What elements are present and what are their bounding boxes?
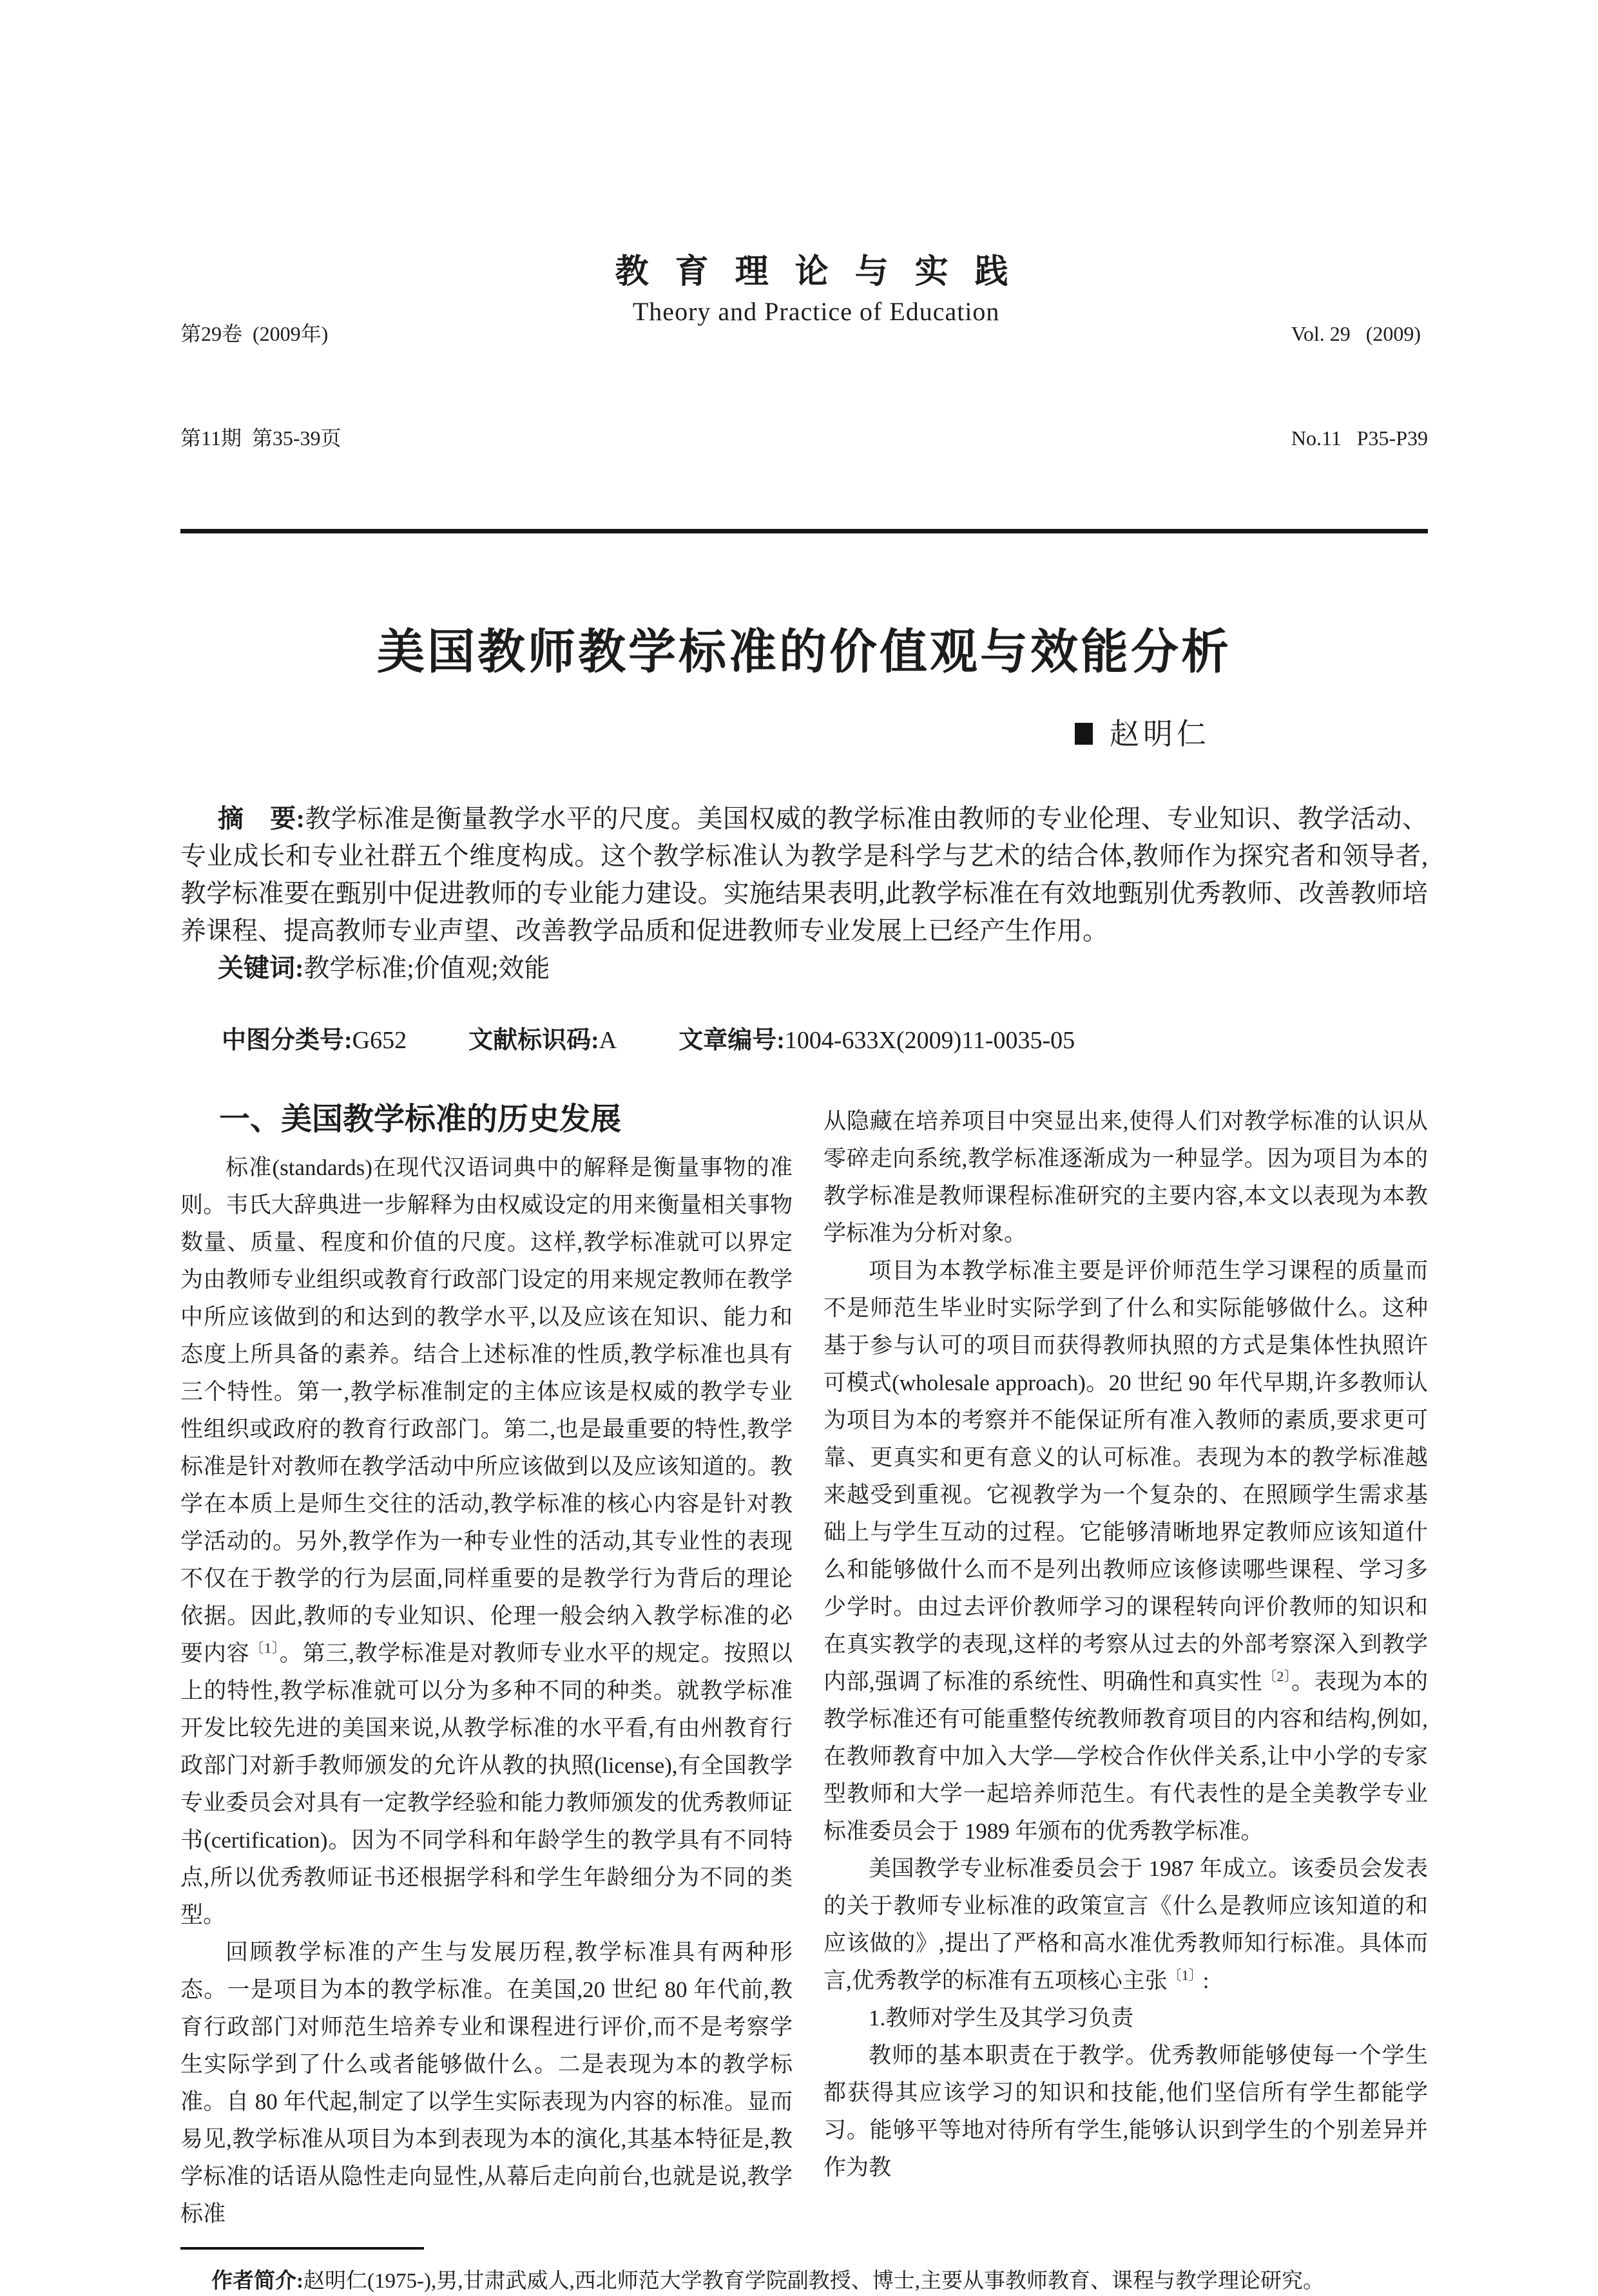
right-column <box>823 1099 1428 2233</box>
header-volume-issue <box>180 247 341 525</box>
keywords-label: 关键词: <box>218 953 304 982</box>
header-vol-line: Vol. 29 (2009) <box>1291 322 1421 345</box>
doc-code-label: 文献标识码: <box>468 1027 599 1054</box>
author-bio-text: 赵明仁(1975-),男,甘肃武威人,西北师范大学教育学院副教授、博士,主要从事教师教育、课程与教学理论研究。 <box>303 2270 1324 2293</box>
author-line <box>180 716 1428 752</box>
doc-code-group <box>468 1027 617 1054</box>
abstract <box>180 800 1428 950</box>
author-bullet-icon <box>1075 723 1093 745</box>
article-no-group <box>679 1027 1075 1054</box>
header-vol-no <box>1291 247 1428 525</box>
author-name: 赵明仁 <box>1110 718 1210 751</box>
article-no-label: 文章编号: <box>679 1027 785 1054</box>
sub-heading: 1.教师对学生及其学习负责 <box>869 2005 1134 2031</box>
header-no-line: No.11 P35-P39 <box>1291 426 1428 450</box>
doc-code-value: A <box>599 1027 617 1054</box>
section-heading: 一、美国教学标准的历史发展 <box>219 1102 622 1136</box>
paragraph: 回顾教学标准的产生与发展历程,教学标准具有两种形态。一是项目为本的教学标准。在美国,20 世纪 80 年代前,教育行政部门对师范生培养专业和课程进行评价,而不是考察学生实际学到了什么或者能够做什么。二是表现为本的教学标准。自 80 年代起,制定了以学生实际表现为内容的标准。显而易见,教学标准从项目为本到表现为本的演化,其基本特征是,教学标准的话语从隐性走向显性,从幕后走向前台,也就是说,教学标准 <box>180 1940 793 2226</box>
author-bio-label: 作者简介: <box>211 2270 303 2293</box>
clc-label: 中图分类号: <box>222 1027 352 1054</box>
article-title: 美国教师教学标准的价值观与效能分析 <box>377 626 1231 679</box>
abstract-label: 摘 要: <box>218 804 305 833</box>
paragraph: 标准(standards)在现代汉语词典中的解释是衡量事物的准则。韦氏大辞典进一步解释为由权威设定的用来衡量相关事物数量、质量、程度和价值的尺度。这样,教学标准就可以界定为由教师专业组织或教育行政部门设定的用来规定教师在教学中所应该做到的和达到的教学水平,以及应该在知识、能力和态度上所具备的素养。结合上述标准的性质,教学标准也具有三个特性。第一,教学标准制定的主体应该是权威的教学专业性组织或政府的教育行政部门。第二,也是最重要的特性,教学标准是针对教师在教学活动中所应该做到以及应该知道的。教学在本质上是师生交往的活动,教学标准的核心内容是针对教学活动的。另外,教学作为一种专业性的活动,其专业性的表现不仅在于教学的行为层面,同样重要的是教学行为背后的理论依据。因此,教师的专业知识、伦理一般会纳入教学标准的必要内容$^{〔1〕}$。第三,教学标准是对教师专业水平的规定。按照以上的特性,教学标准就可以分为多种不同的种类。就教学标准开发比较先进的美国来说,从教学标准的水平看,有由州教育行政部门对新手教师颁发的允许从教的执照(license),有全国教学专业委员会对具有一定教学经验和能力教师颁发的优秀教师证书(certification)。因为不同学科和年龄学生的教学具有不同特点,所以优秀教师证书还根据学科和学生年龄细分为不同的类型。 <box>180 1155 793 1928</box>
journal-title-block <box>341 244 1291 327</box>
paragraph: 教师的基本职责在于教学。优秀教师能够使每一个学生都获得其应该学习的知识和技能,他们坚信所有学生都能学习。能够平等地对待所有学生,能够认识到学生的个别差异并作为教 <box>823 2043 1428 2180</box>
journal-title-cn: 教 育 理 论 与 实 践 <box>615 254 1017 291</box>
paragraph: 美国教学专业标准委员会于 1987 年成立。该委员会发表的关于教师专业标准的政策宣言《什么是教师应该知道的和应该做的》,提出了严格和高水准优秀教师知行标准。具体而言,优秀教学的标准有五项核心主张$^{〔1〕}$: <box>823 1856 1428 1993</box>
clc-group <box>222 1027 407 1054</box>
article-no-value: 1004-633X(2009)11-0035-05 <box>784 1027 1075 1054</box>
author-bio <box>180 2266 1428 2296</box>
clc-value: G652 <box>352 1027 407 1054</box>
journal-page <box>180 0 1428 2296</box>
left-column <box>180 1099 793 2233</box>
paragraph: 从隐藏在培养项目中突显出来,使得人们对教学标准的认识从零碎走向系统,教学标准逐渐成为一种显学。因为项目为本的教学标准是教师课程标准研究的主要内容,本文以表现为本教学标准为分析对象。 <box>823 1109 1428 1246</box>
article-body <box>180 1099 1428 2233</box>
paragraph: 项目为本教学标准主要是评价师范生学习课程的质量而不是师范生毕业时实际学到了什么和实际能够做什么。这种基于参与认可的项目而获得教师执照的方式是集体性执照许可模式(wholesale approach)。20 世纪 90 年代早期,许多教师认为项目为本的考察并不能保证所有准入教师的素质,要求更可靠、更真实和更有意义的认可标准。表现为本的教学标准越来越受到重视。它视教学为一个复杂的、在照顾学生需求基础上与学生互动的过程。它能够清晰地界定教师应该知道什么和能够做什么而不是列出教师应该修读哪些课程、学习多少学时。由过去评价教师学习的课程转向评价教师的知识和在真实教学的表现,这样的考察从过去的外部考察深入到教学内部,强调了标准的系统性、明确性和真实性$^{〔2〕}$。表现为本的教学标准还有可能重整传统教师教育项目的内容和结构,例如,在教师教育中加入大学—学校合作伙伴关系,让中小学的专家型教师和大学一起培养师范生。有代表性的是全美教学专业标准委员会于 1989 年颁布的优秀教学标准。 <box>823 1258 1428 1844</box>
header-rule <box>180 529 1428 533</box>
meta-line <box>180 1024 1428 1057</box>
keywords-line <box>180 950 1428 987</box>
journal-title-en: Theory and Practice of Education <box>632 297 1000 326</box>
keywords-text: 教学标准;价值观;效能 <box>303 953 550 982</box>
header-pages-line: 第11期 第35-39页 <box>180 426 342 450</box>
journal-header <box>180 0 1428 525</box>
header-volume-line: 第29卷 (2009年) <box>180 322 329 345</box>
footnote-rule <box>180 2247 424 2250</box>
abstract-text: 教学标准是衡量教学水平的尺度。美国权威的教学标准由教师的专业伦理、专业知识、教学活动、专业成长和专业社群五个维度构成。这个教学标准认为教学是科学与艺术的结合体,教师作为探究者和领导者,教学标准要在甄别中促进教师的专业能力建设。实施结果表明,此教学标准在有效地甄别优秀教师、改善教师培养课程、提高教师专业声望、改善教学品质和促进教师专业发展上已经产生作用。 <box>180 804 1428 945</box>
